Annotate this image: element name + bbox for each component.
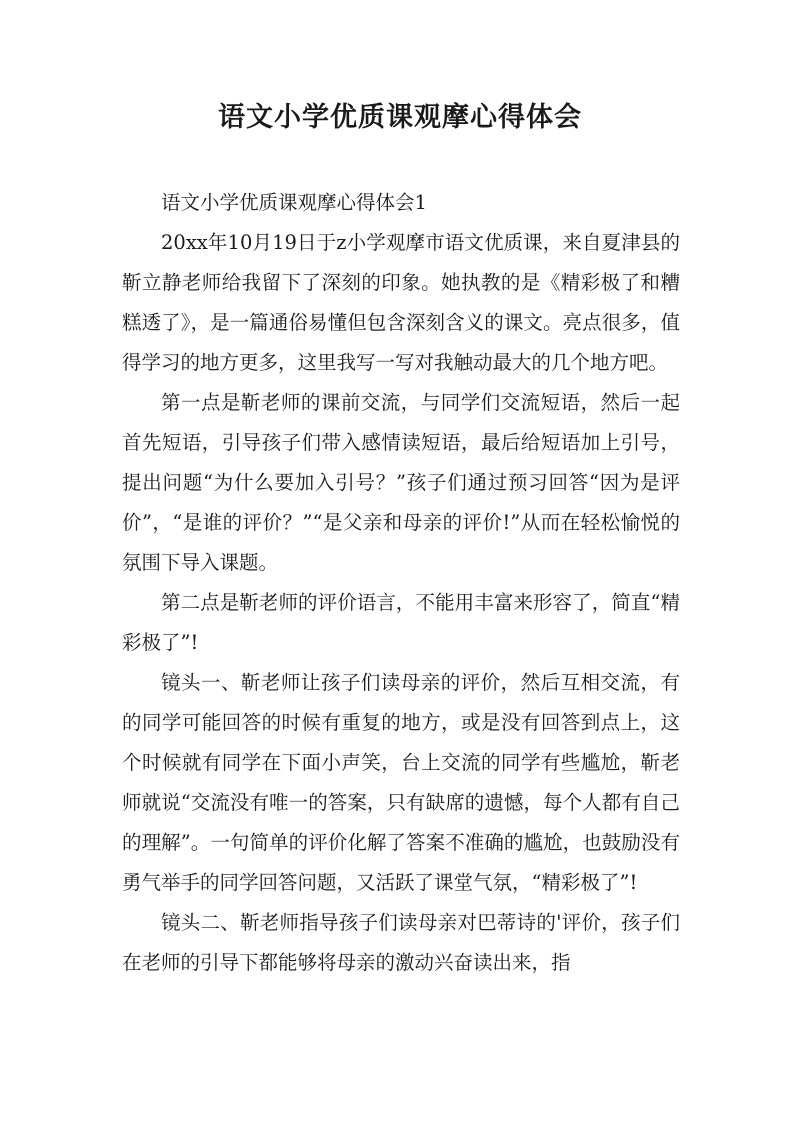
paragraph: 镜头二、靳老师指导孩子们读母亲对巴蒂诗的'评价，孩子们在老师的引导下都能够将母亲的激动兴奋读出来，指 [122,911,680,974]
section-heading: 语文小学优质课观摩心得体会1 [161,191,427,214]
document-body [122,183,680,983]
paragraph: 第二点是靳老师的评价语言，不能用丰富来形容了，简直“精彩极了”! [122,591,680,654]
paragraph: 20xx年10月19日于z小学观摩市语文优质课，来自夏津县的靳立静老师给我留下了深刻的印象。她执教的是《精彩极了和糟糕透了》，是一篇通俗易懂但包含深刻含义的课文。亮点很多，值得学习的地方更多，这里我写一写对我触动最大的几个地方吧。 [122,231,680,374]
paragraph: 镜头一、靳老师让孩子们读母亲的评价，然后互相交流，有的同学可能回答的时候有重复的地方，或是没有回答到点上，这个时候就有同学在下面小声笑，台上交流的同学有些尴尬，靳老师就说“交流没有唯一的答案，只有缺席的遗憾，每个人都有自己的理解”。一句简单的评价化解了答案不准确的尴尬，也鼓励没有勇气举手的同学回答问题，又活跃了课堂气氛，“精彩极了”! [122,671,680,894]
paragraph: 第一点是靳老师的课前交流，与同学们交流短语，然后一起首先短语，引导孩子们带入感情读短语，最后给短语加上引号，提出问题“为什么要加入引号？”孩子们通过预习回答“因为是评价”，“是谁的评价？”“是父亲和母亲的评价!”从而在轻松愉悦的氛围下导入课题。 [122,391,680,574]
document-title: 语文小学优质课观摩心得体会 [218,102,582,133]
